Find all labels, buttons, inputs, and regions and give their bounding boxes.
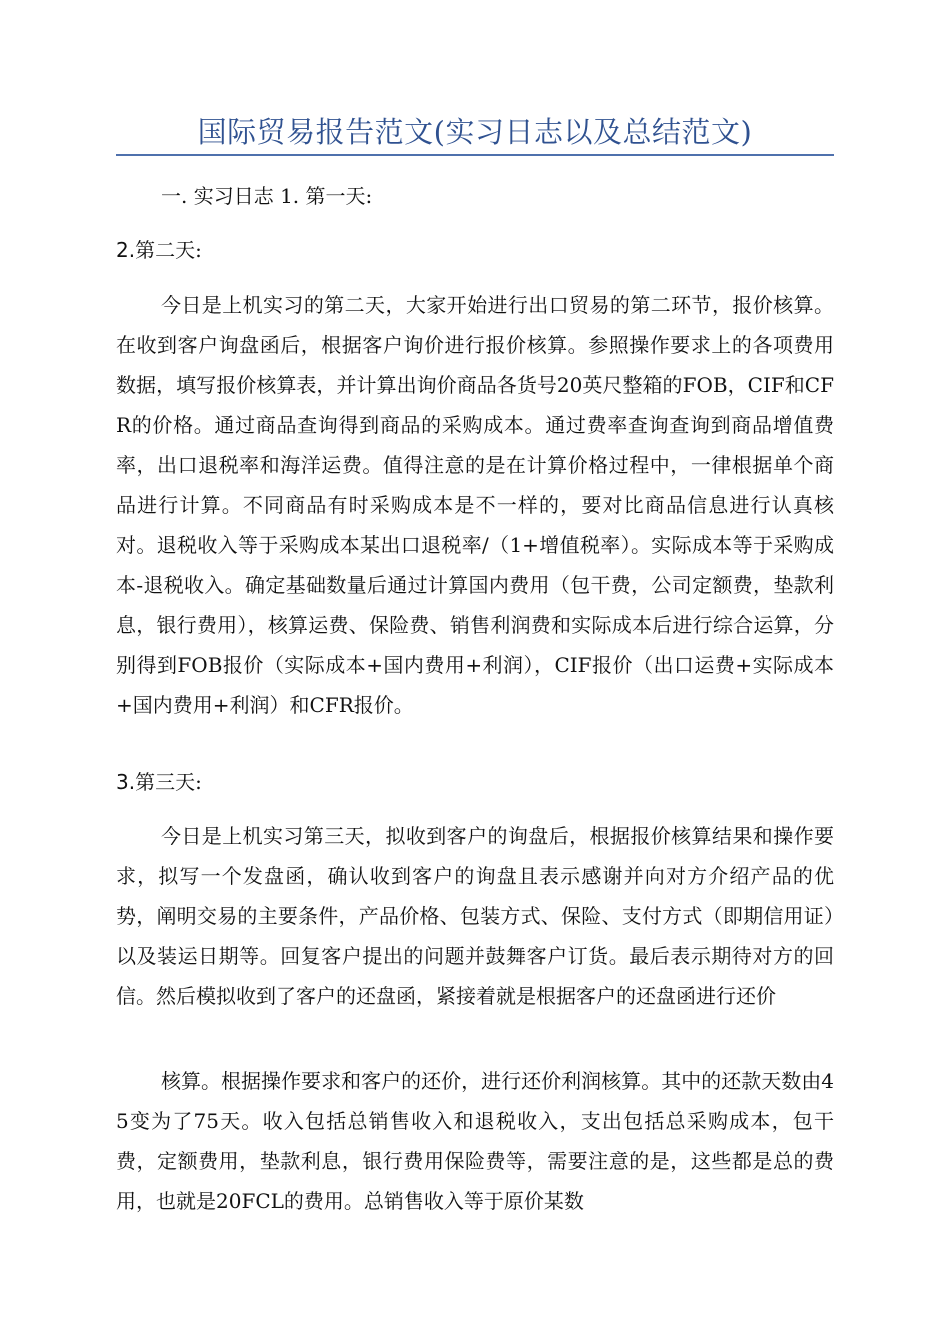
section-number: 2. bbox=[116, 238, 136, 262]
section-number: 3. bbox=[116, 770, 136, 794]
intro-line: 一. 实习日志 1. 第一天: bbox=[161, 184, 373, 208]
paragraph-day3-part2: 核算。根据操作要求和客户的还价，进行还价利润核算。其中的还款天数由45变为了75天。收入包括总销售收入和退税收入，支出包括总采购成本，包干费，定额费用，垫款利息，银行费用保险费等，需要注意的是，这些都是总的费用，也就是20FCL的费用。总销售收入等于原价某数 bbox=[116, 1069, 834, 1213]
section-heading-day3 bbox=[116, 762, 834, 802]
document-title: 国际贸易报告范文(实习日志以及总结范文) bbox=[197, 115, 753, 149]
paragraph-day2: 今日是上机实习的第二天，大家开始进行出口贸易的第二环节，报价核算。在收到客户询盘函后，根据客户询价进行报价核算。参照操作要求上的各项费用数据，填写报价核算表，并计算出询价商品各货号20英尺整箱的FOB，CIF和CFR的价格。通过商品查询得到商品的采购成本。通过费率查询查询到商品增值费率，出口退税率和海洋运费。值得注意的是在计算价格过程中，一律根据单个商品进行计算。不同商品有时采购成本是不一样的，要对比商品信息进行认真核对。退税收入等于采购成本某出口退税率/（1+增值税率）。实际成本等于采购成本-退税收入。确定基础数量后通过计算国内费用（包干费，公司定额费，垫款利息，银行费用），核算运费、保险费、销售利润费和实际成本后进行综合运算，分别得到FOB报价（实际成本+国内费用+利润），CIF报价（出口运费+实际成本+国内费用+利润）和CFR报价。 bbox=[116, 293, 834, 717]
section-label: 第三天: bbox=[135, 770, 202, 794]
section-label: 第二天: bbox=[135, 238, 202, 262]
section-heading-day2 bbox=[116, 230, 834, 270]
title-underline bbox=[116, 154, 834, 156]
paragraph-day3-part1: 今日是上机实习第三天，拟收到客户的询盘后，根据报价核算结果和操作要求，拟写一个发盘函，确认收到客户的询盘且表示感谢并向对方介绍产品的优势，阐明交易的主要条件，产品价格、包装方式、保险、支付方式（即期信用证）以及装运日期等。回复客户提出的问题并鼓舞客户订货。最后表示期待对方的回信。然后模拟收到了客户的还盘函，紧接着就是根据客户的还盘函进行还价 bbox=[116, 824, 834, 1008]
